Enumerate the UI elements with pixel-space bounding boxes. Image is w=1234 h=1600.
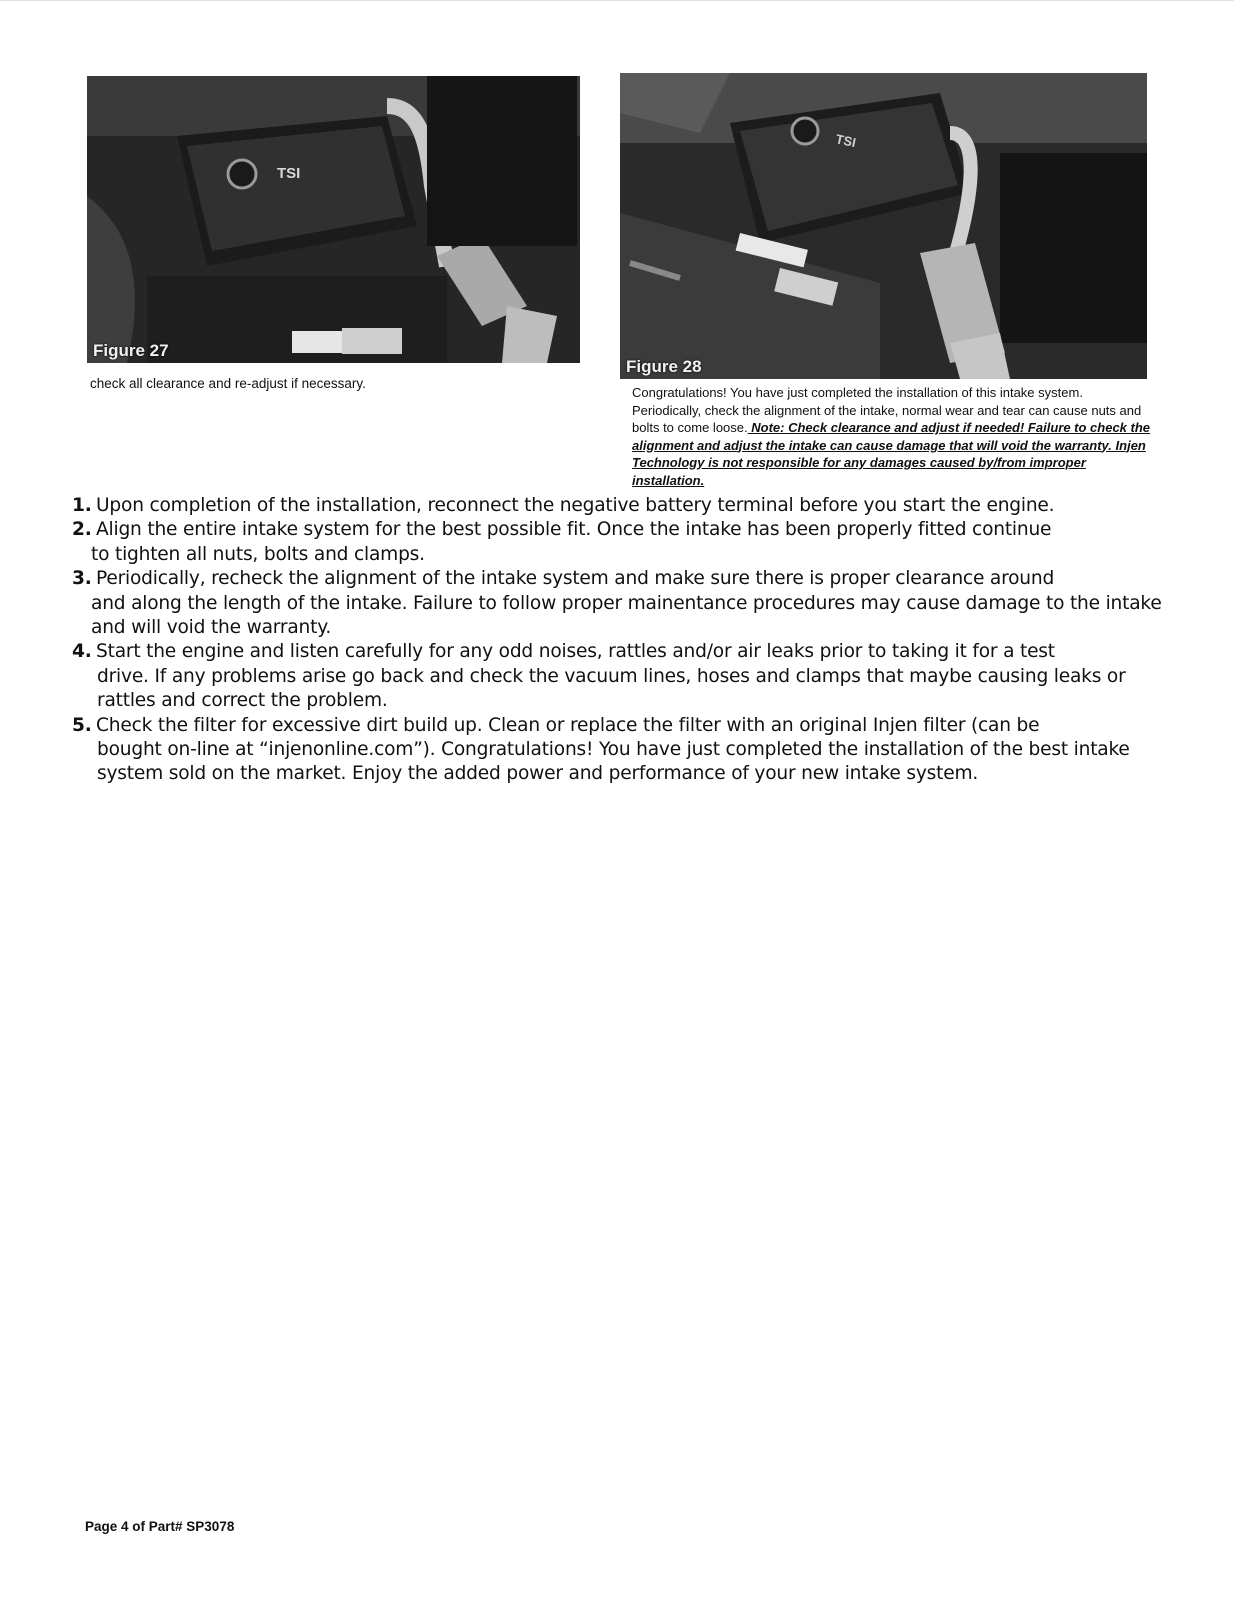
caption-text: Congratulations! You have just completed the installation of this intake system. Periodically, check the alignment of the intake, normal wear and tear can cause nuts and bolts to come loose. <box>632 385 1142 435</box>
step-number: 1. <box>72 495 92 516</box>
list-item <box>72 714 1182 787</box>
svg-text:TSI: TSI <box>834 131 858 151</box>
figure-27-photo <box>87 76 580 363</box>
figure-28-caption <box>632 384 1152 489</box>
list-item <box>72 494 1182 518</box>
list-item <box>72 567 1182 640</box>
step-number: 5. <box>72 714 92 736</box>
step-text: Upon completion of the installation, reconnect the negative battery terminal before you start the engine. <box>96 495 1055 516</box>
step-text: Start the engine and listen carefully for any odd noises, rattles and/or air leaks prior to taking it for a test <box>96 641 1055 663</box>
engine-bay-image <box>620 73 1147 379</box>
step-continuation: bought on-line at “injenonline.com”). Congratulations! You have just completed the installation of the best intake system sold on the market. Enjoy the added power and performance of your new intake system. <box>97 739 1130 785</box>
instruction-steps <box>72 494 1182 787</box>
step-continuation: drive. If any problems arise go back and check the vacuum lines, hoses and clamps that maybe causing leaks or rattles and correct the problem. <box>97 665 1126 712</box>
step-continuation: and along the length of the intake. Failure to follow proper mainentance procedures may cause damage to the intake and will void the warranty. <box>91 592 1162 639</box>
list-item <box>72 518 1182 567</box>
step-text: Check the filter for excessive dirt build up. Clean or replace the filter with an original Injen filter (can be <box>96 714 1040 736</box>
step-number: 3. <box>72 568 92 590</box>
engine-bay-image <box>87 76 580 363</box>
page-footer: Page 4 of Part# SP3078 <box>85 1519 235 1534</box>
step-text: Align the entire intake system for the best possible fit. Once the intake has been properly fitted continue <box>96 519 1052 541</box>
figure-28-photo <box>620 73 1147 379</box>
figure-28-label: Figure 28 <box>626 357 702 376</box>
step-text: Periodically, recheck the alignment of the intake system and make sure there is proper clearance around <box>96 568 1055 590</box>
svg-text:TSI: TSI <box>277 165 301 182</box>
figure-27-caption: check all clearance and re-adjust if necessary. <box>90 376 366 391</box>
figure-27-label: Figure 27 <box>93 341 169 360</box>
caption-warning: Note: Check clearance and adjust if needed! Failure to check the alignment and adjust the intake can cause damage that will void the warranty. Injen Technology is not responsible for any damages caused by/from improper installation. <box>632 420 1151 488</box>
page-top-border <box>0 0 1234 1</box>
list-item <box>72 640 1182 713</box>
step-number: 2. <box>72 519 92 541</box>
step-continuation: to tighten all nuts, bolts and clamps. <box>91 543 425 565</box>
step-number: 4. <box>72 641 92 663</box>
